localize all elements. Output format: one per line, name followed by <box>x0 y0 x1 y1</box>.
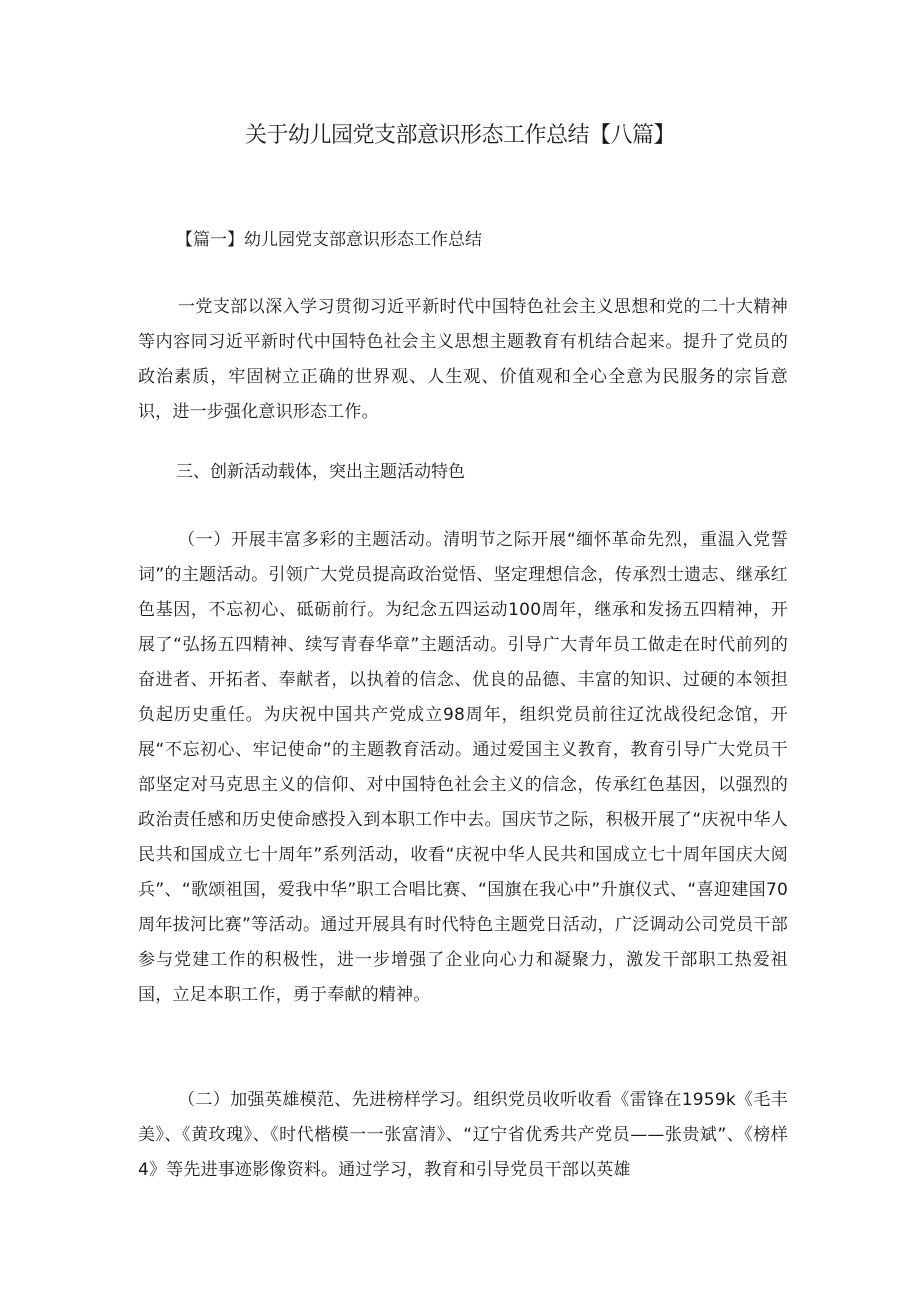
section-heading: 【篇一】幼儿园党支部意识形态工作总结 <box>176 230 482 250</box>
body-paragraph-role-models: （二）加强英雄模范、先进榜样学习。组织党员收听收看《雷锋在1959k《毛丰美》、《黄玫瑰》、《时代楷模一一张富清》、“辽宁省优秀共产党员——张贵斌”、《榜样4》等先进事迹影像资料。通过学习，教育和引导党员干部以英雄 <box>138 1090 788 1180</box>
sub-heading: 三、创新活动载体，突出主题活动特色 <box>176 462 465 482</box>
body-paragraph-intro: 一党支部以深入学习贯彻习近平新时代中国特色社会主义思想和党的二十大精神等内容同习近平新时代中国特色社会主义思想主题教育有机结合起来。提升了党员的政治素质，牢固树立正确的世界观、人生观、价值观和全心全意为民服务的宗旨意识，进一步强化意识形态工作。 <box>138 297 788 422</box>
body-paragraph-activities: （一）开展丰富多彩的主题活动。清明节之际开展“缅怀革命先烈，重温入党誓词”的主题活动。引领广大党员提高政治觉悟、坚定理想信念，传承烈士遗志、继承红色基因，不忘初心、砥砺前行。为纪念五四运动100周年，继承和发扬五四精神，开展了“弘扬五四精神、续写青春华章”主题活动。引导广大青年员工做走在时代前列的奋进者、开拓者、奉献者，以执着的信念、优良的品德、丰富的知识、过硬的本领担负起历史重任。为庆祝中国共产党成立98周年，组织党员前往辽沈战役纪念馆，开展“不忘初心、牢记使命”的主题教育活动。通过爱国主义教育，教育引导广大党员干部坚定对马克思主义的信仰、对中国特色社会主义的信念，传承红色基因，以强烈的政治责任感和历史使命感投入到本职工作中去。国庆节之际，积极开展了“庆祝中华人民共和国成立七十周年”系列活动，收看“庆祝中华人民共和国成立七十周年国庆大阅兵”、“歌颂祖国，爱我中华”职工合唱比赛、“国旗在我心中”升旗仪式、“喜迎建国70周年拔河比赛”等活动。通过开展具有时代特色主题党日活动，广泛调动公司党员干部参与党建工作的积极性，进一步增强了企业向心力和凝聚力，激发干部职工热爱祖国，立足本职工作，勇于奉献的精神。 <box>138 530 788 1005</box>
document-title: 关于幼儿园党支部意识形态工作总结【八篇】 <box>244 123 675 148</box>
